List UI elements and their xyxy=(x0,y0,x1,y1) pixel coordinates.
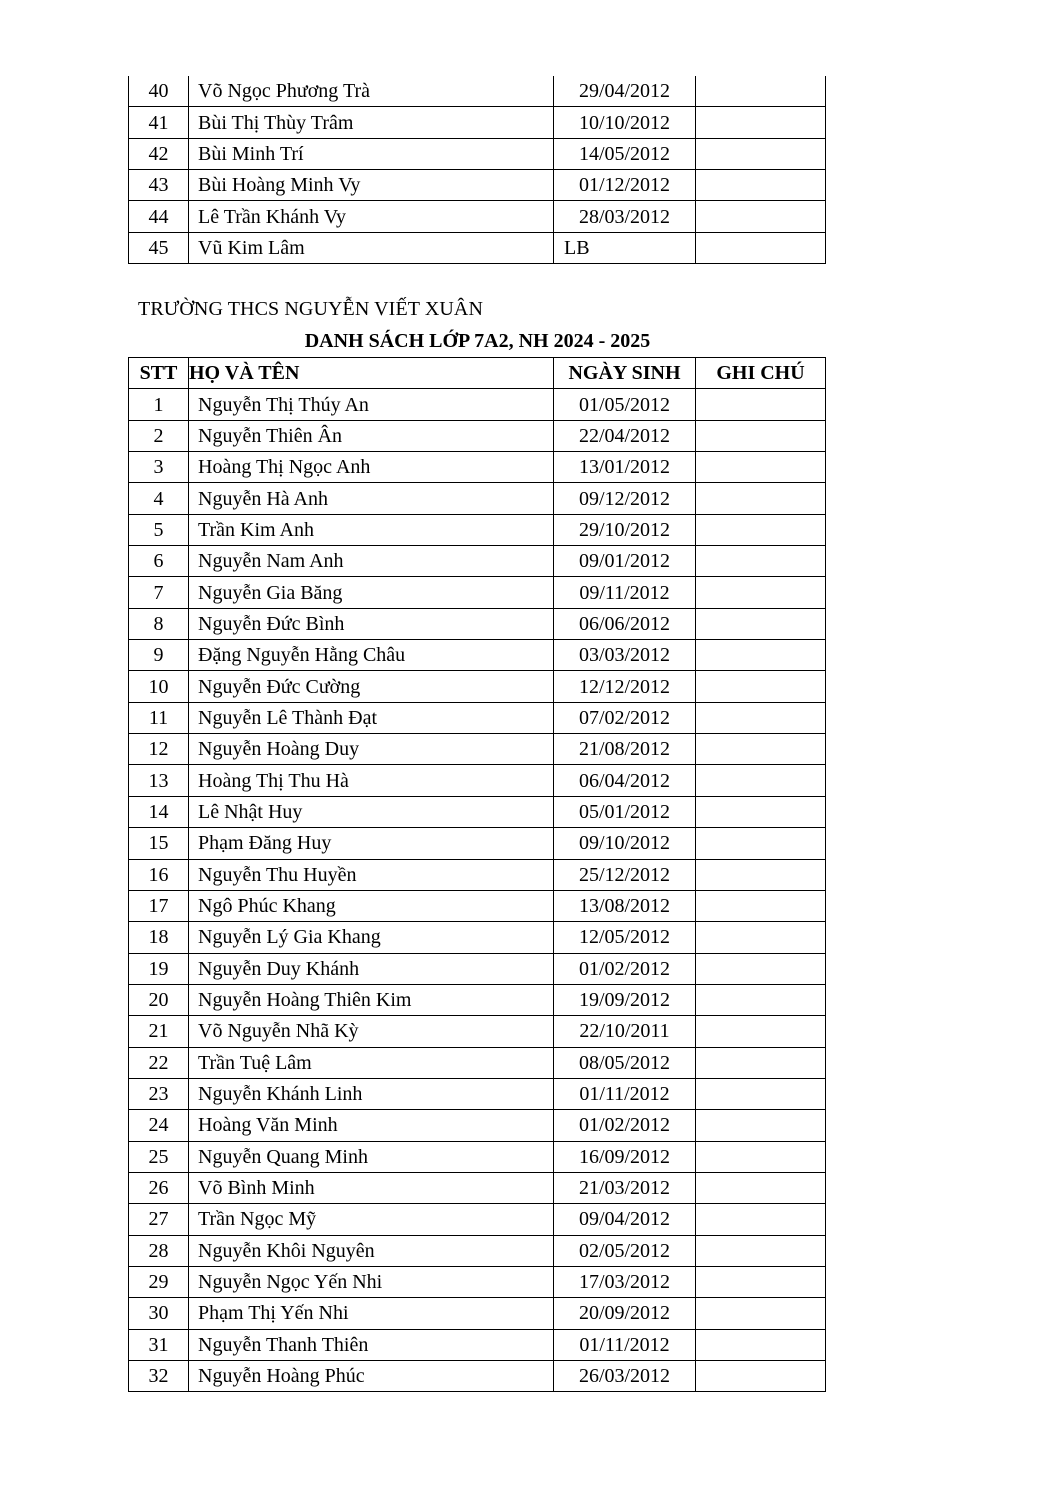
note-cell xyxy=(696,1016,826,1047)
row-number: 15 xyxy=(129,828,189,859)
student-name: Nguyễn Khánh Linh xyxy=(189,1078,554,1109)
student-name: Nguyễn Đức Bình xyxy=(189,608,554,639)
student-name: Phạm Đăng Huy xyxy=(189,828,554,859)
birth-date: 10/10/2012 xyxy=(554,107,696,138)
student-name: Võ Nguyễn Nhã Kỳ xyxy=(189,1016,554,1047)
row-number: 11 xyxy=(129,702,189,733)
row-number: 23 xyxy=(129,1078,189,1109)
table-row xyxy=(129,953,826,984)
birth-date: 03/03/2012 xyxy=(554,640,696,671)
table-row xyxy=(129,546,826,577)
birth-date: 13/01/2012 xyxy=(554,452,696,483)
birth-date: LB xyxy=(554,232,696,263)
note-cell xyxy=(696,232,826,263)
header-name: HỌ VÀ TÊN xyxy=(189,358,554,389)
table-header-row xyxy=(129,358,826,389)
row-number: 13 xyxy=(129,765,189,796)
table-row xyxy=(129,1298,826,1329)
table-row xyxy=(129,1172,826,1203)
table-row xyxy=(129,765,826,796)
student-name: Trần Ngọc Mỹ xyxy=(189,1204,554,1235)
student-name: Bùi Minh Trí xyxy=(189,138,554,169)
note-cell xyxy=(696,1110,826,1141)
birth-date: 01/05/2012 xyxy=(554,389,696,420)
birth-date: 25/12/2012 xyxy=(554,859,696,890)
row-number: 30 xyxy=(129,1298,189,1329)
table-row xyxy=(129,1047,826,1078)
header-note: GHI CHÚ xyxy=(696,358,826,389)
table-row xyxy=(129,138,826,169)
note-cell xyxy=(696,1047,826,1078)
birth-date: 09/10/2012 xyxy=(554,828,696,859)
birth-date: 20/09/2012 xyxy=(554,1298,696,1329)
row-number: 26 xyxy=(129,1172,189,1203)
note-cell xyxy=(696,201,826,232)
student-name: Nguyễn Thiên Ân xyxy=(189,420,554,451)
student-name: Nguyễn Hà Anh xyxy=(189,483,554,514)
student-name: Hoàng Văn Minh xyxy=(189,1110,554,1141)
table-row xyxy=(129,796,826,827)
table-row xyxy=(129,1329,826,1360)
table-row xyxy=(129,452,826,483)
row-number: 31 xyxy=(129,1329,189,1360)
table-row xyxy=(129,420,826,451)
note-cell xyxy=(696,1235,826,1266)
birth-date: 05/01/2012 xyxy=(554,796,696,827)
student-name: Lê Nhật Huy xyxy=(189,796,554,827)
note-cell xyxy=(696,577,826,608)
previous-page-table xyxy=(128,76,826,264)
birth-date: 22/04/2012 xyxy=(554,420,696,451)
birth-date: 12/05/2012 xyxy=(554,922,696,953)
birth-date: 02/05/2012 xyxy=(554,1235,696,1266)
note-cell xyxy=(696,796,826,827)
birth-date: 26/03/2012 xyxy=(554,1361,696,1392)
birth-date: 09/01/2012 xyxy=(554,546,696,577)
table-row xyxy=(129,608,826,639)
table-row xyxy=(129,1204,826,1235)
table-row xyxy=(129,890,826,921)
table-row xyxy=(129,1110,826,1141)
note-cell xyxy=(696,483,826,514)
table-row xyxy=(129,671,826,702)
birth-date: 21/03/2012 xyxy=(554,1172,696,1203)
header-dob: NGÀY SINH xyxy=(554,358,696,389)
birth-date: 21/08/2012 xyxy=(554,734,696,765)
row-number: 41 xyxy=(129,107,189,138)
student-name: Nguyễn Lê Thành Đạt xyxy=(189,702,554,733)
note-cell xyxy=(696,1204,826,1235)
birth-date: 06/04/2012 xyxy=(554,765,696,796)
note-cell xyxy=(696,76,826,107)
note-cell xyxy=(696,1361,826,1392)
birth-date: 01/02/2012 xyxy=(554,1110,696,1141)
note-cell xyxy=(696,765,826,796)
table-row xyxy=(129,76,826,107)
row-number: 24 xyxy=(129,1110,189,1141)
note-cell xyxy=(696,1298,826,1329)
student-name: Phạm Thị Yến Nhi xyxy=(189,1298,554,1329)
student-name: Nguyễn Hoàng Phúc xyxy=(189,1361,554,1392)
note-cell xyxy=(696,922,826,953)
table-row xyxy=(129,859,826,890)
note-cell xyxy=(696,702,826,733)
table-row xyxy=(129,640,826,671)
birth-date: 01/02/2012 xyxy=(554,953,696,984)
school-name: TRƯỜNG THCS NGUYỄN VIẾT XUÂN xyxy=(138,298,483,320)
birth-date: 29/10/2012 xyxy=(554,514,696,545)
row-number: 4 xyxy=(129,483,189,514)
table-row xyxy=(129,1235,826,1266)
student-name: Nguyễn Hoàng Duy xyxy=(189,734,554,765)
note-cell xyxy=(696,608,826,639)
table-row xyxy=(129,1141,826,1172)
birth-date: 06/06/2012 xyxy=(554,608,696,639)
birth-date: 07/02/2012 xyxy=(554,702,696,733)
note-cell xyxy=(696,984,826,1015)
student-name: Nguyễn Khôi Nguyên xyxy=(189,1235,554,1266)
table-row xyxy=(129,734,826,765)
table-row xyxy=(129,483,826,514)
student-name: Vũ Kim Lâm xyxy=(189,232,554,263)
row-number: 2 xyxy=(129,420,189,451)
student-name: Nguyễn Thanh Thiên xyxy=(189,1329,554,1360)
birth-date: 01/11/2012 xyxy=(554,1329,696,1360)
note-cell xyxy=(696,1266,826,1297)
row-number: 10 xyxy=(129,671,189,702)
note-cell xyxy=(696,1172,826,1203)
table-row xyxy=(129,702,826,733)
header-stt: STT xyxy=(129,358,189,389)
row-number: 45 xyxy=(129,232,189,263)
student-name: Bùi Hoàng Minh Vy xyxy=(189,170,554,201)
note-cell xyxy=(696,1329,826,1360)
student-name: Nguyễn Thu Huyền xyxy=(189,859,554,890)
table-row xyxy=(129,389,826,420)
note-cell xyxy=(696,734,826,765)
row-number: 6 xyxy=(129,546,189,577)
note-cell xyxy=(696,671,826,702)
birth-date: 29/04/2012 xyxy=(554,76,696,107)
row-number: 29 xyxy=(129,1266,189,1297)
note-cell xyxy=(696,1141,826,1172)
table-row xyxy=(129,922,826,953)
row-number: 20 xyxy=(129,984,189,1015)
birth-date: 16/09/2012 xyxy=(554,1141,696,1172)
note-cell xyxy=(696,138,826,169)
student-name: Bùi Thị Thùy Trâm xyxy=(189,107,554,138)
row-number: 3 xyxy=(129,452,189,483)
student-name: Lê Trần Khánh Vy xyxy=(189,201,554,232)
birth-date: 17/03/2012 xyxy=(554,1266,696,1297)
birth-date: 09/11/2012 xyxy=(554,577,696,608)
table-row xyxy=(129,984,826,1015)
note-cell xyxy=(696,828,826,859)
birth-date: 09/12/2012 xyxy=(554,483,696,514)
student-name: Hoàng Thị Thu Hà xyxy=(189,765,554,796)
note-cell xyxy=(696,859,826,890)
row-number: 25 xyxy=(129,1141,189,1172)
table-row xyxy=(129,514,826,545)
previous-page-table-body xyxy=(129,76,826,264)
table-row xyxy=(129,107,826,138)
row-number: 9 xyxy=(129,640,189,671)
row-number: 43 xyxy=(129,170,189,201)
student-name: Võ Ngọc Phương Trà xyxy=(189,76,554,107)
row-number: 42 xyxy=(129,138,189,169)
table-row xyxy=(129,577,826,608)
row-number: 18 xyxy=(129,922,189,953)
table-row xyxy=(129,232,826,263)
row-number: 12 xyxy=(129,734,189,765)
note-cell xyxy=(696,546,826,577)
list-title: DANH SÁCH LỚP 7A2, NH 2024 - 2025 xyxy=(304,330,651,352)
student-name: Đặng Nguyễn Hằng Châu xyxy=(189,640,554,671)
note-cell xyxy=(696,107,826,138)
student-name: Ngô Phúc Khang xyxy=(189,890,554,921)
row-number: 40 xyxy=(129,76,189,107)
class-list-table xyxy=(128,357,826,1392)
student-name: Nguyễn Gia Băng xyxy=(189,577,554,608)
student-name: Nguyễn Lý Gia Khang xyxy=(189,922,554,953)
student-name: Nguyễn Duy Khánh xyxy=(189,953,554,984)
student-name: Nguyễn Đức Cường xyxy=(189,671,554,702)
row-number: 17 xyxy=(129,890,189,921)
student-name: Hoàng Thị Ngọc Anh xyxy=(189,452,554,483)
birth-date: 08/05/2012 xyxy=(554,1047,696,1078)
table-row xyxy=(129,1078,826,1109)
birth-date: 12/12/2012 xyxy=(554,671,696,702)
table-row xyxy=(129,828,826,859)
row-number: 28 xyxy=(129,1235,189,1266)
birth-date: 13/08/2012 xyxy=(554,890,696,921)
row-number: 14 xyxy=(129,796,189,827)
row-number: 16 xyxy=(129,859,189,890)
student-name: Nguyễn Quang Minh xyxy=(189,1141,554,1172)
student-name: Nguyễn Ngọc Yến Nhi xyxy=(189,1266,554,1297)
student-name: Trần Tuệ Lâm xyxy=(189,1047,554,1078)
row-number: 27 xyxy=(129,1204,189,1235)
table-row xyxy=(129,1016,826,1047)
row-number: 7 xyxy=(129,577,189,608)
birth-date: 01/11/2012 xyxy=(554,1078,696,1109)
class-list-table-body xyxy=(129,389,826,1392)
student-name: Nguyễn Thị Thúy An xyxy=(189,389,554,420)
birth-date: 14/05/2012 xyxy=(554,138,696,169)
note-cell xyxy=(696,389,826,420)
note-cell xyxy=(696,1078,826,1109)
student-name: Trần Kim Anh xyxy=(189,514,554,545)
row-number: 8 xyxy=(129,608,189,639)
table-row xyxy=(129,1361,826,1392)
birth-date: 19/09/2012 xyxy=(554,984,696,1015)
row-number: 44 xyxy=(129,201,189,232)
row-number: 1 xyxy=(129,389,189,420)
birth-date: 22/10/2011 xyxy=(554,1016,696,1047)
note-cell xyxy=(696,420,826,451)
note-cell xyxy=(696,452,826,483)
student-name: Nguyễn Nam Anh xyxy=(189,546,554,577)
note-cell xyxy=(696,170,826,201)
row-number: 21 xyxy=(129,1016,189,1047)
row-number: 19 xyxy=(129,953,189,984)
birth-date: 09/04/2012 xyxy=(554,1204,696,1235)
student-name: Nguyễn Hoàng Thiên Kim xyxy=(189,984,554,1015)
birth-date: 01/12/2012 xyxy=(554,170,696,201)
table-row xyxy=(129,1266,826,1297)
row-number: 32 xyxy=(129,1361,189,1392)
table-row xyxy=(129,170,826,201)
note-cell xyxy=(696,640,826,671)
note-cell xyxy=(696,514,826,545)
student-name: Võ Bình Minh xyxy=(189,1172,554,1203)
note-cell xyxy=(696,890,826,921)
row-number: 22 xyxy=(129,1047,189,1078)
birth-date: 28/03/2012 xyxy=(554,201,696,232)
row-number: 5 xyxy=(129,514,189,545)
table-row xyxy=(129,201,826,232)
note-cell xyxy=(696,953,826,984)
